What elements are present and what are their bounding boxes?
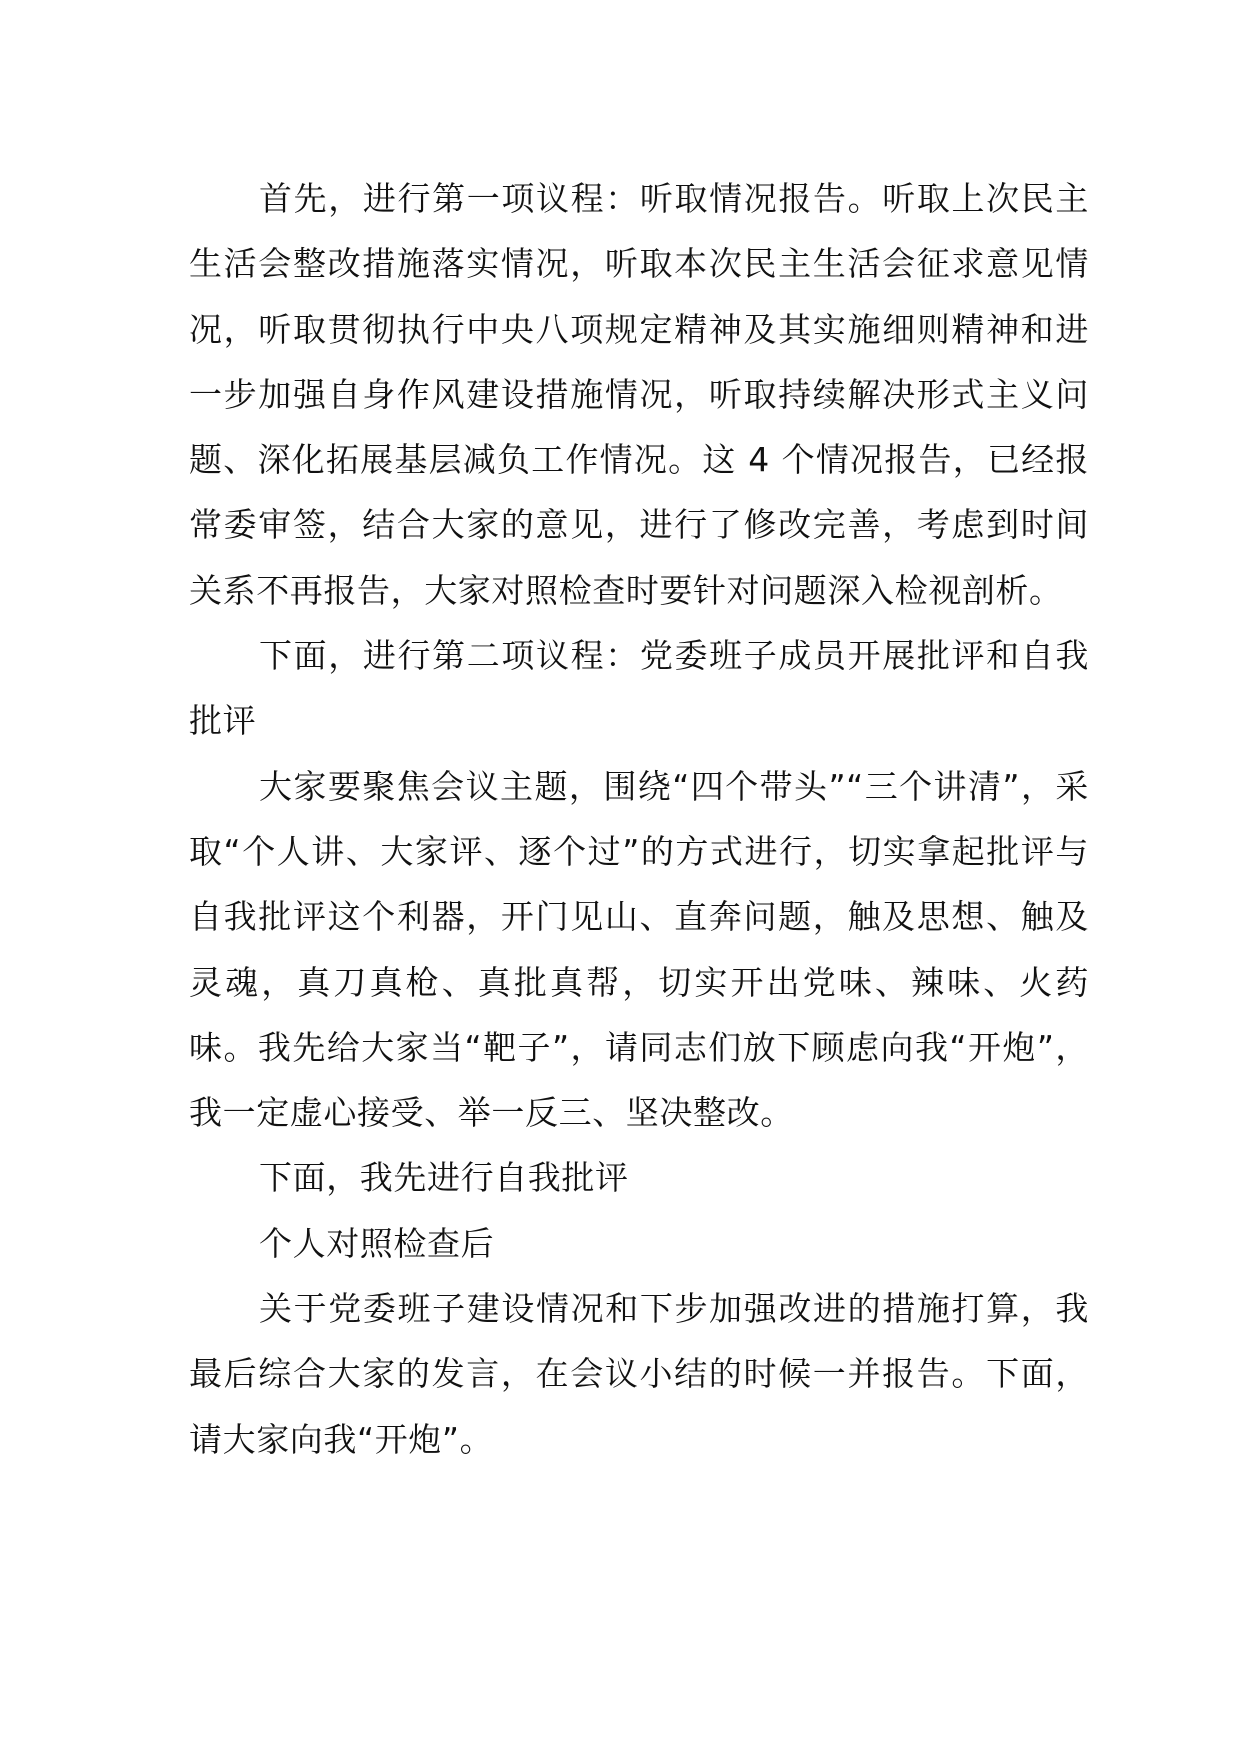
- document-body: [189, 166, 1089, 1472]
- paragraph-criticism-instructions: 大家要聚焦会议主题，围绕“四个带头”“三个讲清”，采取“个人讲、大家评、逐个过”的方式进行，切实拿起批评与自我批评这个利器，开门见山、直奔问题，触及思想、触及灵魂，真刀真枪、真批真帮，切实开出党味、辣味、火药味。我先给大家当“靶子”，请同志们放下顾虑向我“开炮”，我一定虚心接受、举一反三、坚决整改。: [189, 766, 1089, 1133]
- paragraph-closing: 关于党委班子建设情况和下步加强改进的措施打算，我最后综合大家的发言，在会议小结的时候一并报告。下面，请大家向我“开炮”。: [189, 1289, 1089, 1459]
- paragraph-after-review: 个人对照检查后: [259, 1223, 495, 1263]
- paragraph-self-criticism: 下面，我先进行自我批评: [259, 1158, 629, 1198]
- paragraph-agenda-one: 首先，进行第一项议程：听取情况报告。听取上次民主生活会整改措施落实情况，听取本次民主生活会征求意见情况，听取贯彻执行中央八项规定精神及其实施细则精神和进一步加强自身作风建设措施情况，听取持续解决形式主义问题、深化拓展基层减负工作情况。这 4 个情况报告，已经报常委审签，结合大家的意见，进行了修改完善，考虑到时间关系不再报告，大家对照检查时要针对问题深入检视剖析。: [189, 179, 1089, 610]
- paragraph-agenda-two: 下面，进行第二项议程：党委班子成员开展批评和自我批评: [189, 636, 1089, 741]
